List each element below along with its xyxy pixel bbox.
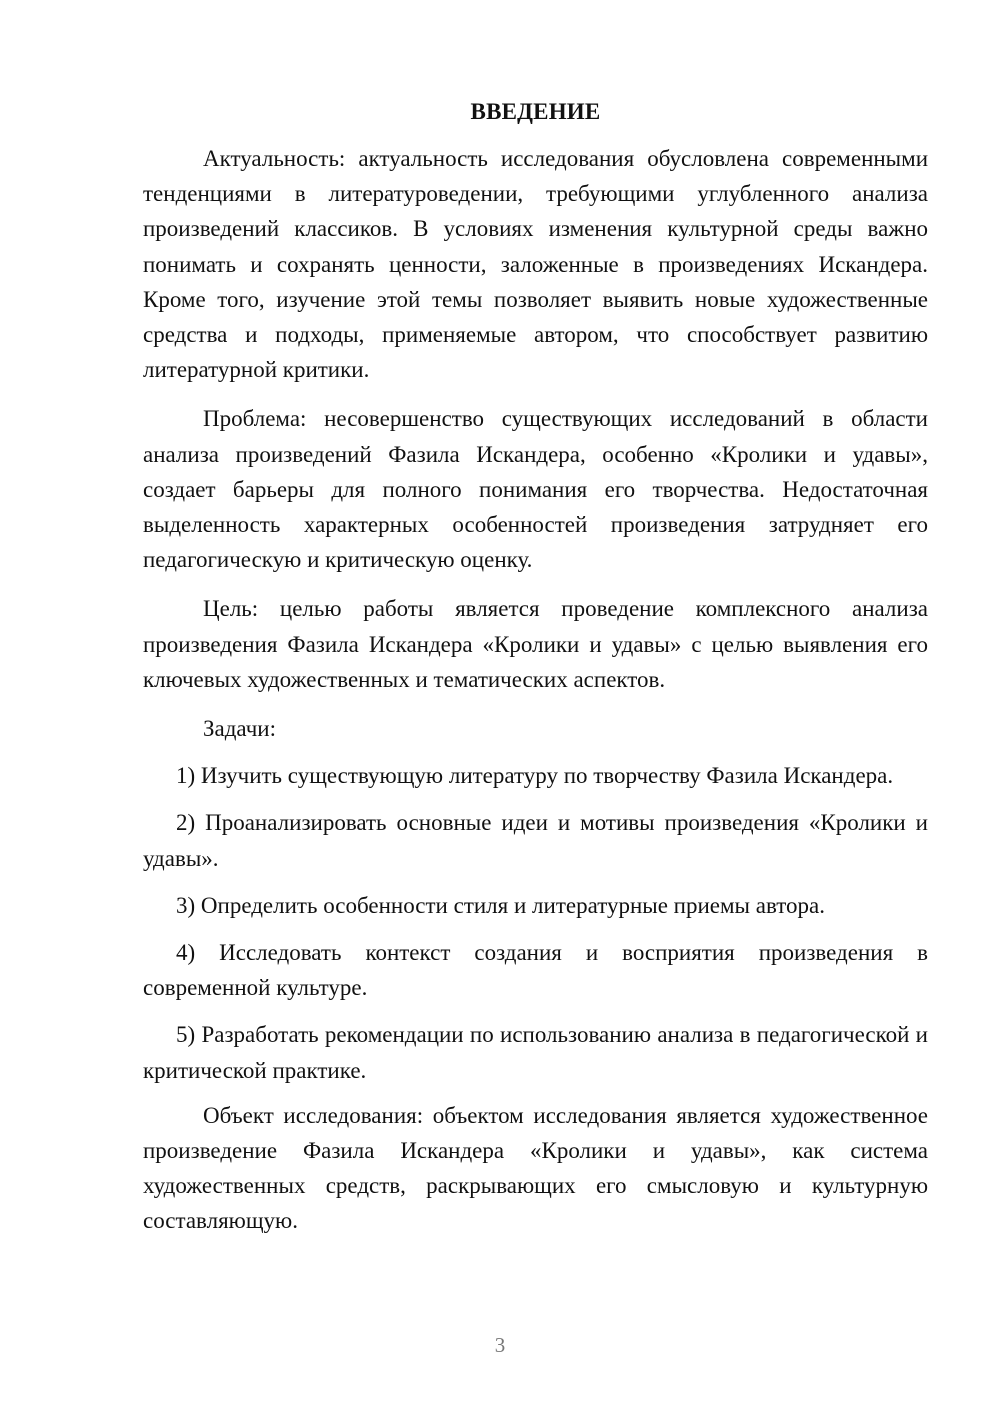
object-paragraph: Объект исследования: объектом исследования является художественное произведение Фазила Искандера «Кролики и удавы», как система художественных средств, раскрывающих его смысловую и культурную составляющую. <box>143 1102 928 1234</box>
page-title: ВВЕДЕНИЕ <box>470 99 601 124</box>
relevance-paragraph: Актуальность: актуальность исследования обусловлена современными тенденциями в литературоведении, требующими углубленного анализа произведений классиков. В условиях изменения культурной среды важно понимать и сохранять ценности, заложенные в произведениях Искандера. Кроме того, изучение этой темы позволяет выявить новые художественные средства и подходы, применяемые автором, что способствует развитию литературной критики. <box>143 146 928 383</box>
tasks-label: Задачи: <box>203 716 276 742</box>
problem-paragraph: Проблема: несовершенство существующих исследований в области анализа произведений Фазила Искандера, особенно «Кролики и удавы», создает барьеры для полного понимания его творчества. Недостаточная выделенность характерных особенностей произведения затрудняет его педагогическую и критическую оценку. <box>143 406 928 573</box>
task-item-1: 1) Изучить существующую литературу по творчеству Фазила Искандера. <box>176 763 894 789</box>
goal-paragraph: Цель: целью работы является проведение комплексного анализа произведения Фазила Искандера «Кролики и удавы» с целью выявления его ключевых художественных и тематических аспектов. <box>143 596 928 692</box>
task-item-5: 5) Разработать рекомендации по использованию анализа в педагогической и критической практике. <box>143 1022 928 1083</box>
document-content <box>143 94 928 1239</box>
task-item-3: 3) Определить особенности стиля и литературные приемы автора. <box>176 892 825 918</box>
page-number: 3 <box>494 1333 506 1357</box>
task-item-4: 4) Исследовать контекст создания и восприятия произведения в современной культуре. <box>143 940 928 1001</box>
task-item-2: 2) Проанализировать основные идеи и мотивы произведения «Кролики и удавы». <box>143 810 928 871</box>
